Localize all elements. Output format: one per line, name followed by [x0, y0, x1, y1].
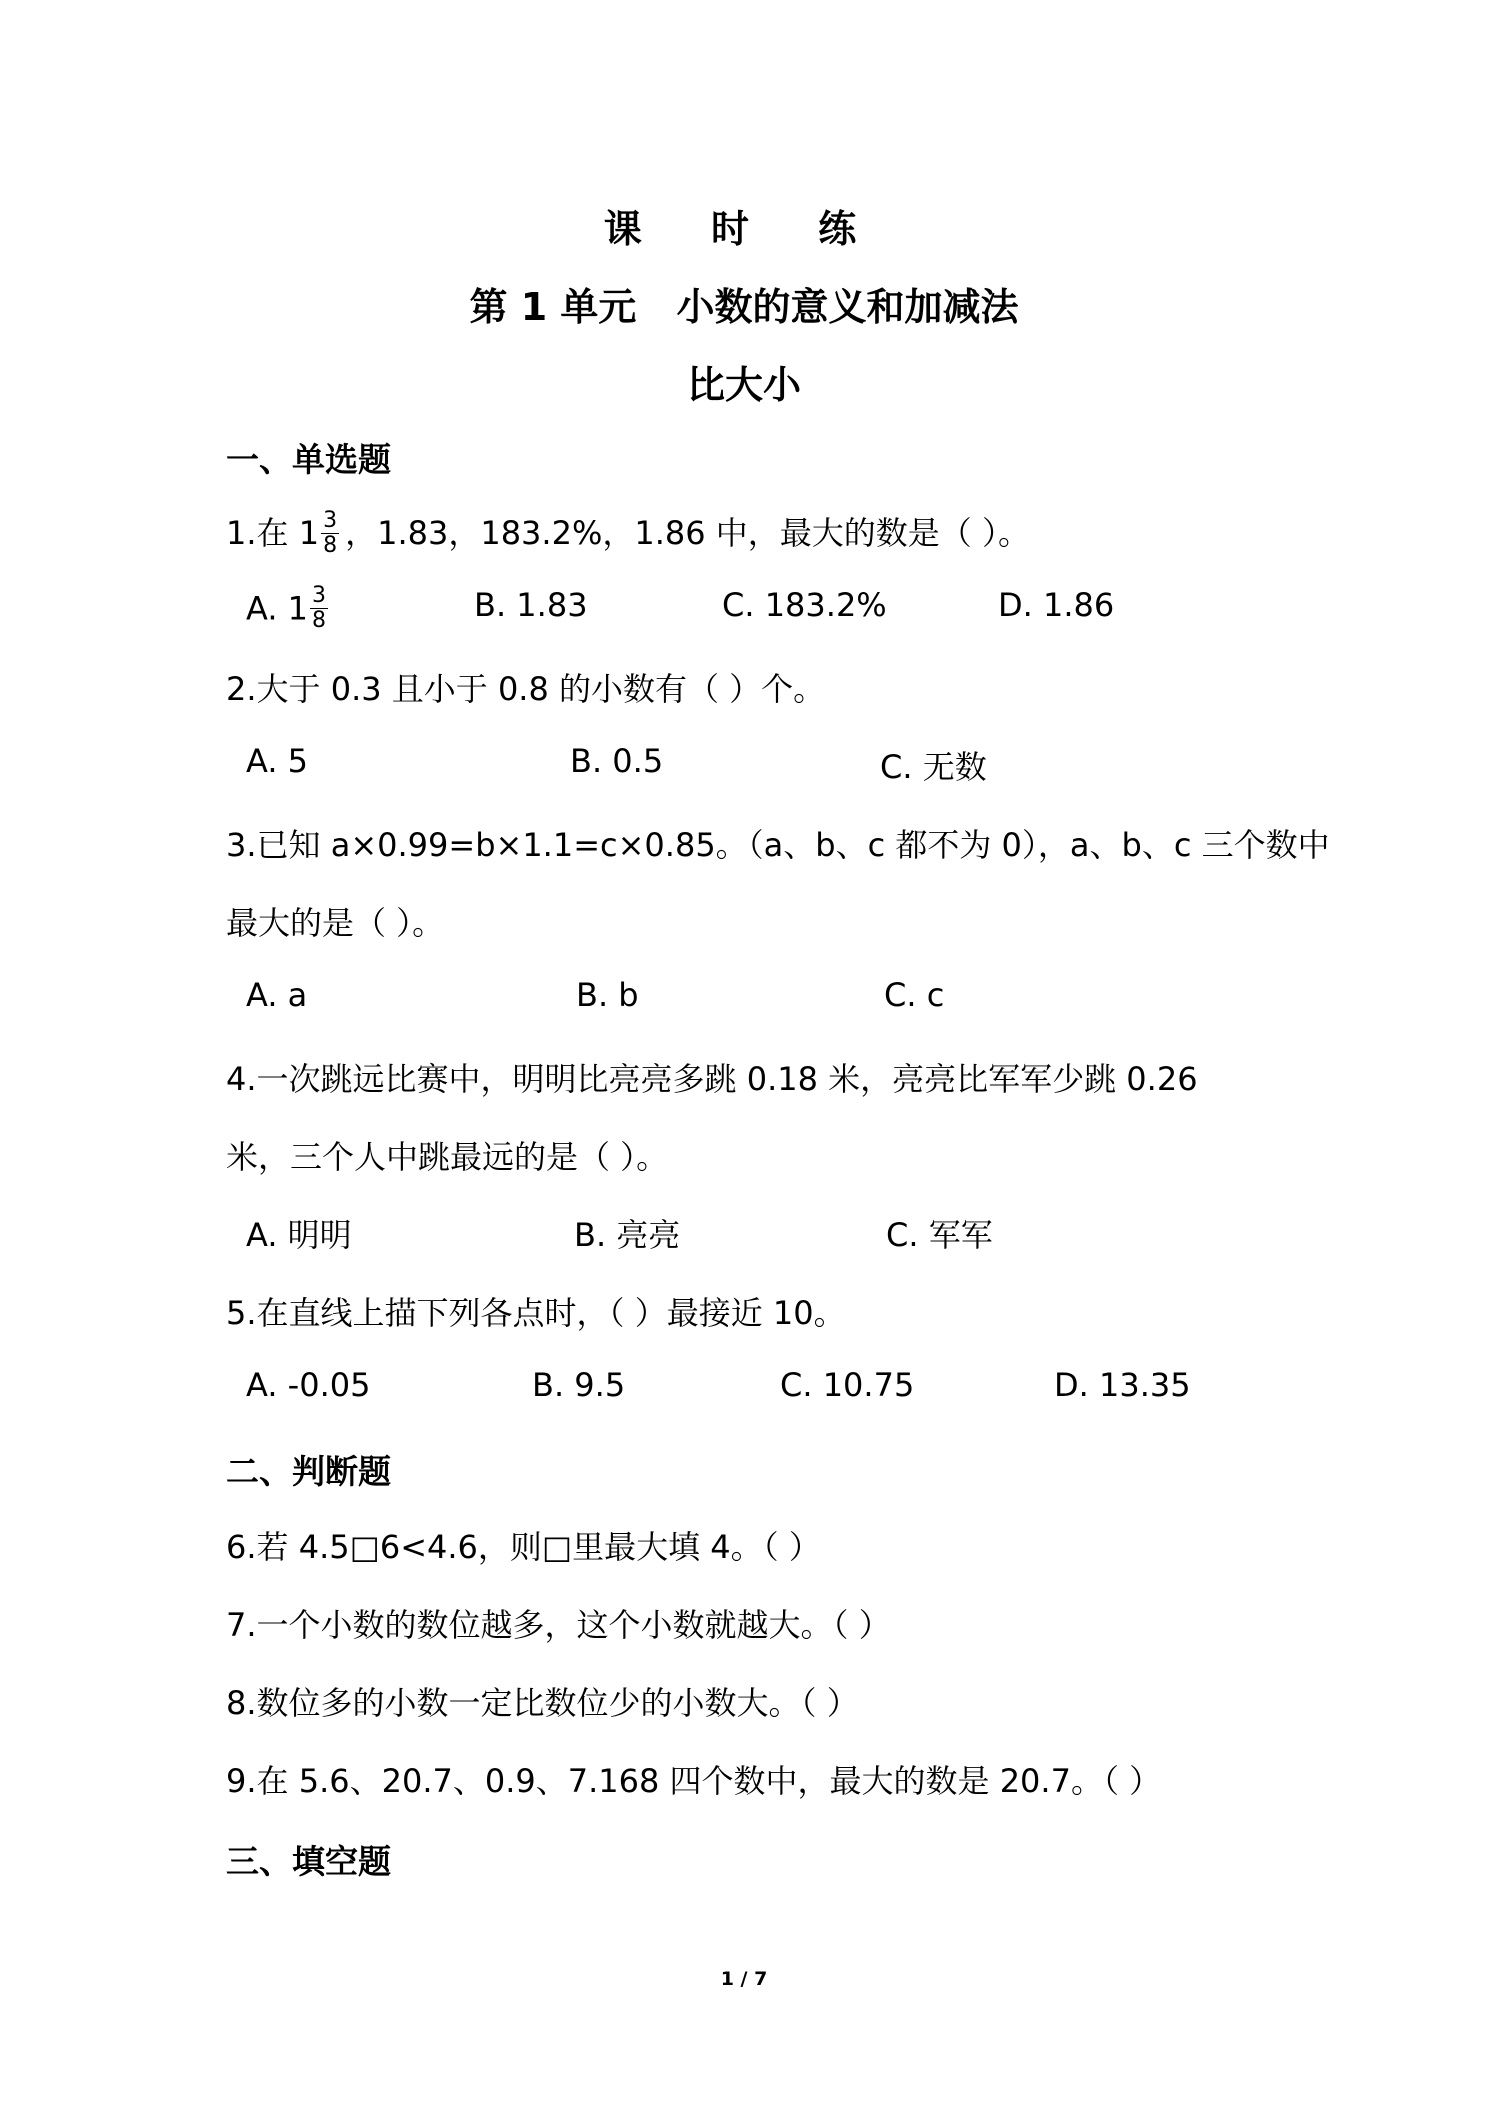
fraction [310, 584, 328, 633]
question-2: 2.大于 0.3 且小于 0.8 的小数有（ ）个。 [226, 670, 826, 708]
question-4-line-1: 4.一次跳远比赛中，明明比亮亮多跳 0.18 米，亮亮比军军少跳 0.26 [226, 1060, 1198, 1098]
question-1-prefix: 1.在 [226, 514, 299, 552]
question-1-suffix: ，1.83，183.2%，1.86 中，最大的数是（ ）。 [345, 514, 1030, 552]
question-2-option-c[interactable]: C. 无数 [880, 748, 987, 786]
question-3-option-b[interactable]: B. b [576, 976, 639, 1014]
fraction-denominator: 8 [323, 532, 338, 558]
question-3-line-1: 3.已知 a×0.99=b×1.1=c×0.85。（a、b、c 都不为 0），a、b、c 三个数中 [226, 826, 1330, 864]
fraction-numerator: 3 [312, 583, 327, 608]
mixed-number-whole: 1 [287, 589, 309, 628]
question-3-line-2: 最大的是（ ）。 [226, 904, 445, 942]
section-heading-fill-in: 三、填空题 [226, 1842, 391, 1881]
question-1-option-b[interactable]: B. 1.83 [474, 586, 588, 624]
unit-name: 小数的意义和加减法 [676, 285, 1019, 329]
fraction [321, 509, 339, 558]
question-1 [226, 508, 1030, 560]
fraction-numerator: 3 [323, 507, 338, 533]
question-5-option-c[interactable]: C. 10.75 [780, 1366, 915, 1404]
question-4-line-2: 米，三个人中跳最远的是（ ）。 [226, 1138, 669, 1176]
page-number: 1 / 7 [720, 1968, 768, 1990]
question-3-option-c[interactable]: C. c [884, 976, 945, 1014]
question-1-option-d[interactable]: D. 1.86 [998, 586, 1115, 624]
question-2-option-a[interactable]: A. 5 [246, 742, 309, 780]
question-1-option-a[interactable] [246, 583, 334, 635]
lesson-title: 比大小 [686, 363, 801, 407]
question-7: 7.一个小数的数位越多，这个小数就越大。（ ） [226, 1606, 891, 1644]
question-4-option-c[interactable]: C. 军军 [886, 1216, 993, 1254]
question-6: 6.若 4.5□6<4.6，则□里最大填 4。（ ） [226, 1528, 821, 1566]
question-3-option-a[interactable]: A. a [246, 976, 308, 1014]
question-8: 8.数位多的小数一定比数位少的小数大。（ ） [226, 1684, 859, 1722]
question-1-option-c[interactable]: C. 183.2% [722, 586, 887, 624]
page-title: 课 时 练 [603, 207, 885, 251]
fraction-denominator: 8 [312, 608, 327, 633]
option-label: A. [246, 589, 288, 628]
question-5-option-d[interactable]: D. 13.35 [1054, 1366, 1191, 1404]
section-heading-single-choice: 一、单选题 [226, 440, 391, 479]
mixed-number-whole: 1 [298, 514, 320, 552]
question-2-option-b[interactable]: B. 0.5 [570, 742, 664, 780]
unit-label: 第 1 单元 [469, 285, 637, 329]
question-5-option-b[interactable]: B. 9.5 [532, 1366, 626, 1404]
unit-title [0, 276, 1488, 331]
question-4-option-a[interactable]: A. 明明 [246, 1216, 352, 1254]
question-5-option-a[interactable]: A. -0.05 [246, 1366, 371, 1404]
question-5: 5.在直线上描下列各点时，（ ）最接近 10。 [226, 1294, 846, 1332]
question-9: 9.在 5.6、20.7、0.9、7.168 四个数中，最大的数是 20.7。（ ） [226, 1762, 1162, 1800]
section-heading-true-false: 二、判断题 [226, 1452, 391, 1491]
question-4-option-b[interactable]: B. 亮亮 [574, 1216, 681, 1254]
